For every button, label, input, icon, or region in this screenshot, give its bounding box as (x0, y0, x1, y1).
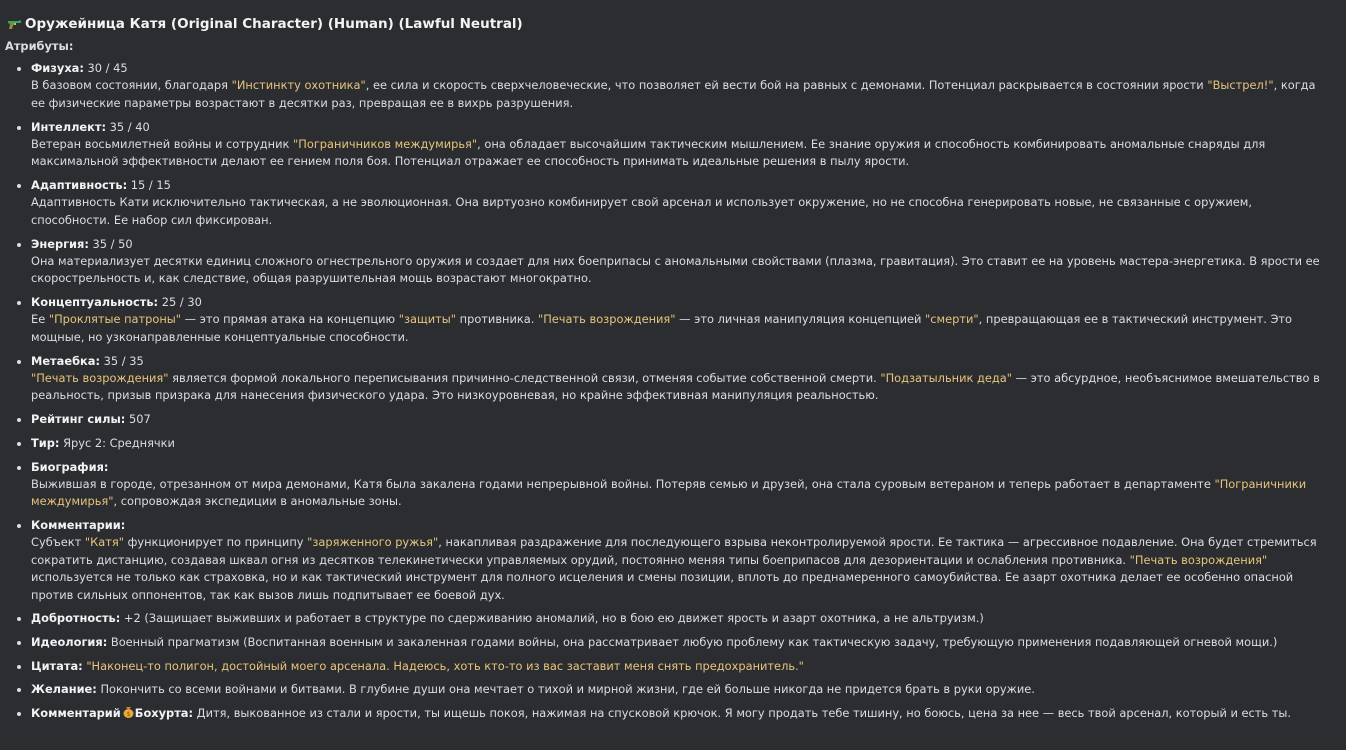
highlighted-term: "Пограничников междумирья" (293, 136, 478, 151)
attribute-label: Тир: (31, 435, 60, 450)
svg-text:$: $ (126, 711, 131, 719)
attribute-label: Биография: (31, 459, 109, 474)
description-text: Субъект (31, 535, 85, 550)
attribute-label: Комментарии: (31, 518, 126, 533)
attribute-value: 25 / 30 (158, 295, 202, 310)
attribute-label: Цитата: (31, 658, 83, 673)
description-text: , она обладает высочайшим тактическим мышлением. Ее знание оружия и способность комбинировать аномальные снаряды для максимальной эффективности делают ее гением поля боя. Потенциал отражает ее способность принимать идеальные решения в пылу ярости. (31, 136, 1266, 169)
attribute-value: 35 / 50 (88, 236, 133, 251)
attribute-item (31, 681, 1324, 698)
attribute-value: Военный прагматизм (Воспитанная военным и закаленная годами войны, она рассматривает любую проблему как тактическую задачу, требующую применения подавляющей огневой мощи.) (107, 635, 1278, 650)
description-text: Выжившая в городе, отрезанном от мира демонами, Катя была закалена годами непрерывной войны. Потеряв семью и друзей, она стала суровым ветераном и теперь работает в департаменте (31, 476, 1215, 491)
highlighted-term: "Печать возрождения" (31, 370, 169, 385)
description-text: Она материализует десятки единиц сложного огнестрельного оружия и создает для них боеприпасы с аномальными свойствами (плазма, гравитация). Это ставит ее на уровень мастера-энергетика. В ярости ее скорострельность и, как следствие, общая разрушительная мощь возрастают многократно. (31, 253, 1320, 286)
character-title (7, 13, 1324, 35)
next-message-edge (0, 746, 1346, 750)
attribute-description (31, 311, 1324, 346)
attribute-item (31, 60, 1324, 112)
attribute-label: Интеллект: (31, 119, 107, 134)
attribute-value: 15 / 15 (127, 178, 171, 193)
attribute-item (31, 517, 1324, 604)
attribute-label-prefix: Комментарий (31, 706, 121, 721)
description-text: — это прямая атака на концепцию (181, 312, 399, 327)
attribute-item (31, 177, 1324, 229)
money-bag-icon (123, 706, 134, 718)
attribute-label: Метаебка: (31, 353, 101, 368)
highlighted-term: "Печать возрождения" (538, 312, 676, 327)
attribute-value: 30 / 45 (83, 61, 128, 75)
attribute-item (31, 353, 1324, 405)
attribute-value: 35 / 35 (100, 353, 144, 368)
attribute-value: Покончить со всеми войнами и битвами. В глубине души она мечтает о тихой и мирной жизни, где ей больше никогда не придется брать в руки оружие. (96, 682, 1035, 697)
attribute-description (31, 194, 1324, 229)
description-text: — это абсурдное, необъяснимое вмешательство в реальность, призыв призрака для нанесения физического удара. Это низкоуровневая, но крайне эффективная манипуляция реальностью. (31, 370, 1320, 403)
description-text: функционирует по принципу (123, 535, 308, 550)
attribute-description (31, 476, 1324, 511)
attribute-value: 507 (125, 412, 151, 427)
highlighted-term: "Инстинкту охотника" (231, 78, 366, 93)
attribute-description (31, 370, 1324, 405)
description-text: используется не только как страховка, но и как тактический инструмент для полного исцеления и смены позиции, вплоть до преднамеренного самоубийства. Ее азарт охотника делает ее особенно опасной против сильных оппонентов, так как вызов лишь подпитывает ее боевой дух. (31, 570, 1294, 602)
attribute-label: Энергия: (31, 236, 89, 251)
description-text: является формой локального переписывания причинно-следственной связи, отменяя событие собственной смерти. (168, 370, 881, 385)
attribute-item (31, 658, 1324, 675)
highlighted-term: "Подзатыльник деда" (880, 370, 1012, 385)
attribute-description (31, 253, 1324, 288)
highlighted-term: "Печать возрождения" (1129, 552, 1268, 567)
attribute-label: Бохурта: (134, 706, 194, 721)
description-text: , сопровождая экспедиции в аномальные зоны. (113, 494, 402, 509)
description-text: Ветеран восьмилетней войны и сотрудник (31, 136, 294, 151)
attributes-heading: Атрибуты: (5, 39, 74, 53)
attribute-item (31, 119, 1324, 171)
attribute-description (31, 534, 1324, 604)
description-text: Ее (31, 312, 49, 327)
attribute-item (31, 705, 1324, 722)
attribute-label: Идеология: (31, 635, 108, 650)
highlighted-term: "Пограничники междумирья" (31, 476, 1307, 509)
highlighted-term: "Проклятые патроны" (48, 312, 182, 327)
attribute-item (31, 411, 1324, 428)
attribute-label: Добротность: (31, 611, 121, 626)
title-text: Оружейница Катя (Original Character) (Human) (Lawful Neutral) (25, 16, 523, 32)
description-text: противника. (456, 312, 538, 327)
attribute-item (31, 435, 1324, 452)
gun-icon (7, 17, 22, 31)
description-text: — это личная манипуляция концепцией (675, 312, 926, 327)
description-text: , когда ее физические параметры возрастают в десятки раз, превращая ее в вихрь разрушения. (31, 78, 1316, 110)
highlighted-term: "смерти" (925, 312, 979, 327)
highlighted-term: "Выстрел!" (1207, 78, 1274, 93)
scrollbar-corner (1330, 746, 1340, 750)
highlighted-term: "Катя" (84, 535, 124, 550)
attribute-item (31, 236, 1324, 288)
attribute-value: Ярус 2: Среднячки (59, 435, 175, 450)
attribute-description (31, 77, 1324, 112)
description-text: , накапливая раздражение для последующего взрыва неконтролируемой ярости. Ее тактика — агрессивное подавление. Она будет стремиться сократить дистанцию, создавая шквал огня из десятков телекинетически управляемых орудий, постоянно меняя типы боеприпасов для дезориентации и ослабления противника. (31, 535, 1317, 567)
attribute-label: Адаптивность: (31, 178, 128, 193)
highlighted-term: "заряженного ружья" (307, 535, 439, 550)
attribute-item (31, 459, 1324, 511)
attribute-label: Рейтинг силы: (31, 412, 126, 427)
highlighted-term: "защиты" (398, 312, 457, 327)
description-text: В базовом состоянии, благодаря (31, 78, 232, 93)
attribute-label: Концептуальность: (31, 295, 159, 310)
attribute-value: Дитя, выкованное из стали и ярости, ты ищешь покоя, нажимая на спусковой крючок. Я могу продать тебе тишину, но боюсь, цена за нее — весь твой арсенал, который и есть ты. (193, 706, 1292, 721)
quote-text: "Наконец-то полигон, достойный моего арсенала. Надеюсь, хоть кто-то из вас заставит меня снять предохранитель." (86, 658, 804, 673)
attribute-description (31, 136, 1324, 171)
attribute-value: 35 / 40 (106, 119, 150, 134)
attribute-item (31, 610, 1324, 627)
attribute-label: Желание: (31, 682, 97, 697)
attributes-list (7, 60, 1324, 723)
description-text: , превращающая ее в тактический инструмент. Это мощные, но узконаправленные концептуальные способности. (31, 312, 1292, 344)
description-text: , ее сила и скорость сверхчеловеческие, что позволяет ей вести бой на равных с демонами. Потенциал раскрывается в состоянии ярости (365, 78, 1208, 93)
description-text: Адаптивность Кати исключительно тактическая, а не эволюционная. Она виртуозно комбинирует свой арсенал и использует окружение, но не способна генерировать новые, не связанные с оружием, способности. Ее набор сил фиксирован. (31, 195, 1252, 227)
attribute-item (31, 294, 1324, 346)
attribute-label: Физуха: (31, 61, 84, 75)
attribute-item (31, 634, 1324, 651)
attribute-value: +2 (Защищает выживших и работает в структуре по сдерживанию аномалий, но в бою ею движет ярость и азарт охотника, а не альтруизм.) (120, 611, 984, 626)
